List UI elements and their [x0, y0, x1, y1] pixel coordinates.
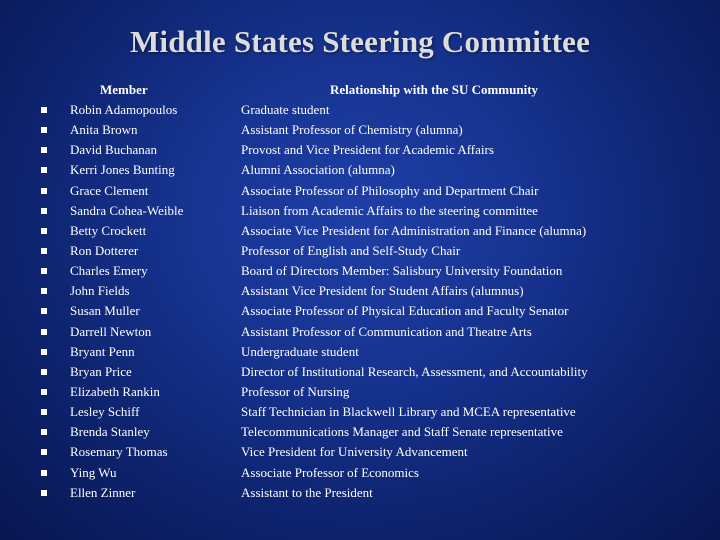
square-bullet-icon — [41, 329, 47, 335]
column-header-relationship: Relationship with the SU Community — [330, 82, 539, 97]
member-name: Darrell Newton — [70, 323, 152, 339]
member-relationship: Associate Professor of Philosophy and Department Chair — [241, 182, 539, 198]
member-name: Susan Muller — [70, 303, 140, 319]
member-name: Bryan Price — [70, 363, 132, 379]
member-relationship: Director of Institutional Research, Assessment, and Accountability — [241, 363, 588, 379]
member-name: Brenda Stanley — [70, 424, 150, 440]
member-relationship: Board of Directors Member: Salisbury University Foundation — [241, 263, 563, 279]
member-name: David Buchanan — [70, 142, 158, 158]
square-bullet-icon — [41, 429, 47, 435]
square-bullet-icon — [41, 409, 47, 415]
list-item — [0, 281, 720, 301]
member-relationship: Telecommunications Manager and Staff Senate representative — [241, 424, 563, 440]
member-relationship: Assistant Vice President for Student Affairs (alumnus) — [241, 283, 524, 299]
member-relationship: Associate Professor of Economics — [241, 464, 419, 480]
member-relationship: Undergraduate student — [241, 343, 359, 359]
list-item — [0, 221, 720, 241]
list-item — [0, 100, 720, 120]
square-bullet-icon — [41, 268, 47, 274]
member-name: Anita Brown — [70, 122, 138, 138]
member-relationship: Associate Vice President for Administration and Finance (alumna) — [241, 222, 587, 238]
square-bullet-icon — [41, 288, 47, 294]
committee-list — [0, 100, 720, 503]
member-name: Bryant Penn — [70, 343, 135, 359]
list-item — [0, 140, 720, 160]
member-relationship: Assistant Professor of Chemistry (alumna) — [241, 122, 463, 138]
list-item — [0, 120, 720, 140]
member-name: Charles Emery — [70, 263, 148, 279]
list-item — [0, 160, 720, 180]
member-name: Betty Crockett — [70, 222, 147, 238]
list-item — [0, 322, 720, 342]
member-relationship: Staff Technician in Blackwell Library and MCEA representative — [241, 404, 576, 420]
square-bullet-icon — [41, 208, 47, 214]
list-item — [0, 362, 720, 382]
square-bullet-icon — [41, 248, 47, 254]
member-name: Rosemary Thomas — [70, 444, 168, 460]
member-relationship: Liaison from Academic Affairs to the steering committee — [241, 202, 538, 218]
member-name: Sandra Cohea-Weible — [70, 202, 184, 218]
member-relationship: Alumni Association (alumna) — [241, 162, 395, 178]
square-bullet-icon — [41, 389, 47, 395]
member-relationship: Associate Professor of Physical Education and Faculty Senator — [241, 303, 569, 319]
member-relationship: Professor of Nursing — [241, 383, 350, 399]
list-item — [0, 261, 720, 281]
member-relationship: Assistant to the President — [241, 484, 373, 500]
member-name: Elizabeth Rankin — [70, 383, 160, 399]
list-item — [0, 342, 720, 362]
member-name: Ellen Zinner — [70, 484, 136, 500]
list-item — [0, 463, 720, 483]
list-item — [0, 181, 720, 201]
list-item — [0, 483, 720, 503]
member-name: Ron Dotterer — [70, 242, 139, 258]
member-name: Robin Adamopoulos — [70, 102, 178, 117]
square-bullet-icon — [41, 308, 47, 314]
list-item — [0, 422, 720, 442]
square-bullet-icon — [41, 349, 47, 355]
column-header-member: Member — [100, 82, 148, 97]
square-bullet-icon — [41, 228, 47, 234]
square-bullet-icon — [41, 188, 47, 194]
member-relationship: Vice President for University Advancement — [241, 444, 468, 460]
slide-title: Middle States Steering Committee — [129, 24, 591, 59]
member-relationship: Provost and Vice President for Academic Affairs — [241, 142, 494, 158]
square-bullet-icon — [41, 167, 47, 173]
member-name: Ying Wu — [70, 464, 117, 480]
member-name: Grace Clement — [70, 182, 149, 198]
member-name: Kerri Jones Bunting — [70, 162, 175, 178]
square-bullet-icon — [41, 107, 47, 113]
square-bullet-icon — [41, 369, 47, 375]
square-bullet-icon — [41, 127, 47, 133]
member-relationship: Professor of English and Self-Study Chair — [241, 242, 461, 258]
member-name: John Fields — [70, 283, 130, 299]
list-item — [0, 301, 720, 321]
member-relationship: Assistant Professor of Communication and Theatre Arts — [241, 323, 532, 339]
list-item — [0, 201, 720, 221]
square-bullet-icon — [41, 449, 47, 455]
member-relationship: Graduate student — [241, 102, 330, 117]
square-bullet-icon — [41, 147, 47, 153]
list-item — [0, 442, 720, 462]
list-item — [0, 241, 720, 261]
square-bullet-icon — [41, 490, 47, 496]
list-item — [0, 402, 720, 422]
member-name: Lesley Schiff — [70, 404, 140, 420]
list-item — [0, 382, 720, 402]
square-bullet-icon — [41, 470, 47, 476]
